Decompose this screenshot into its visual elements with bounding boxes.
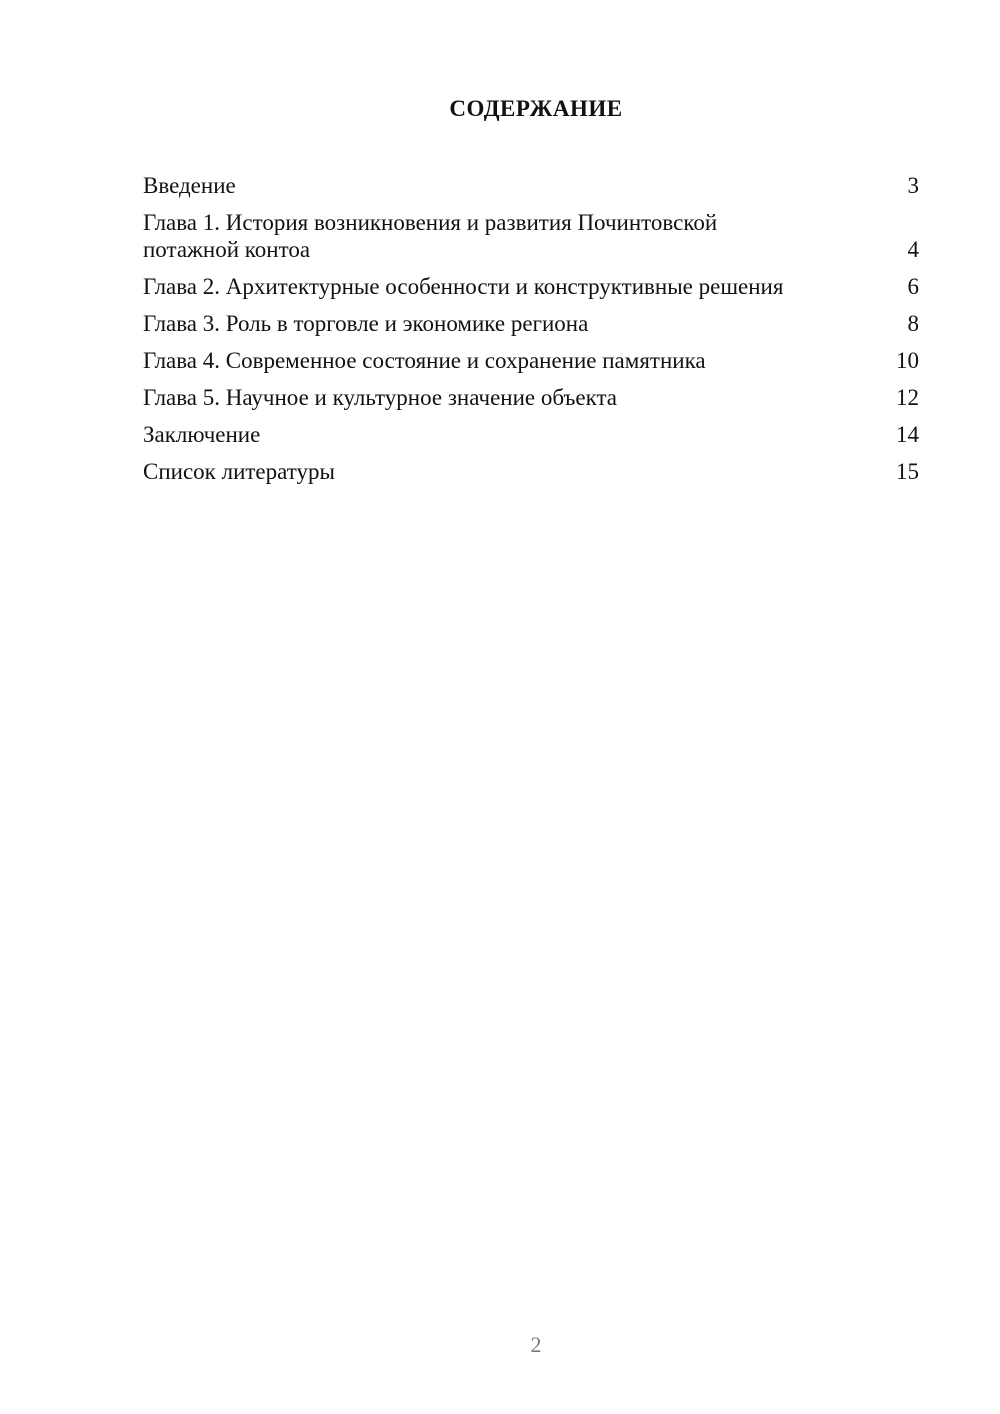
toc-item-text: Глава 2. Архитектурные особенности и конструктивные решения <box>143 274 784 299</box>
toc-item-text: Глава 4. Современное состояние и сохранение памятника <box>143 348 706 373</box>
page-title: СОДЕРЖАНИЕ <box>449 96 623 121</box>
page-number: 2 <box>530 1332 542 1357</box>
toc-item-text: Заключение <box>143 422 261 447</box>
toc-item-references <box>143 458 919 485</box>
toc-item-text: Глава 1. История возникновения и развития Починтовской потажной контоа <box>143 210 718 262</box>
toc-item-chapter-1 <box>143 209 919 263</box>
toc-item-page: 6 <box>907 274 919 299</box>
toc-item-chapter-5 <box>143 384 919 411</box>
toc-item-text: Введение <box>143 173 236 198</box>
table-of-contents <box>143 172 919 495</box>
toc-item-text: Глава 5. Научное и культурное значение объекта <box>143 385 617 410</box>
toc-item-page: 4 <box>907 237 919 262</box>
toc-item-chapter-4 <box>143 347 919 374</box>
toc-item-introduction <box>143 172 919 199</box>
toc-item-page: 12 <box>896 385 919 410</box>
toc-item-chapter-2 <box>143 273 919 300</box>
toc-item-page: 10 <box>896 348 919 373</box>
toc-item-page: 14 <box>896 422 919 447</box>
toc-item-page: 3 <box>907 173 919 198</box>
toc-item-text: Список литературы <box>143 459 335 484</box>
toc-item-chapter-3 <box>143 310 919 337</box>
toc-item-text: Глава 3. Роль в торговле и экономике региона <box>143 311 589 336</box>
toc-item-conclusion <box>143 421 919 448</box>
toc-item-page: 8 <box>907 311 919 336</box>
toc-item-page: 15 <box>896 459 919 484</box>
